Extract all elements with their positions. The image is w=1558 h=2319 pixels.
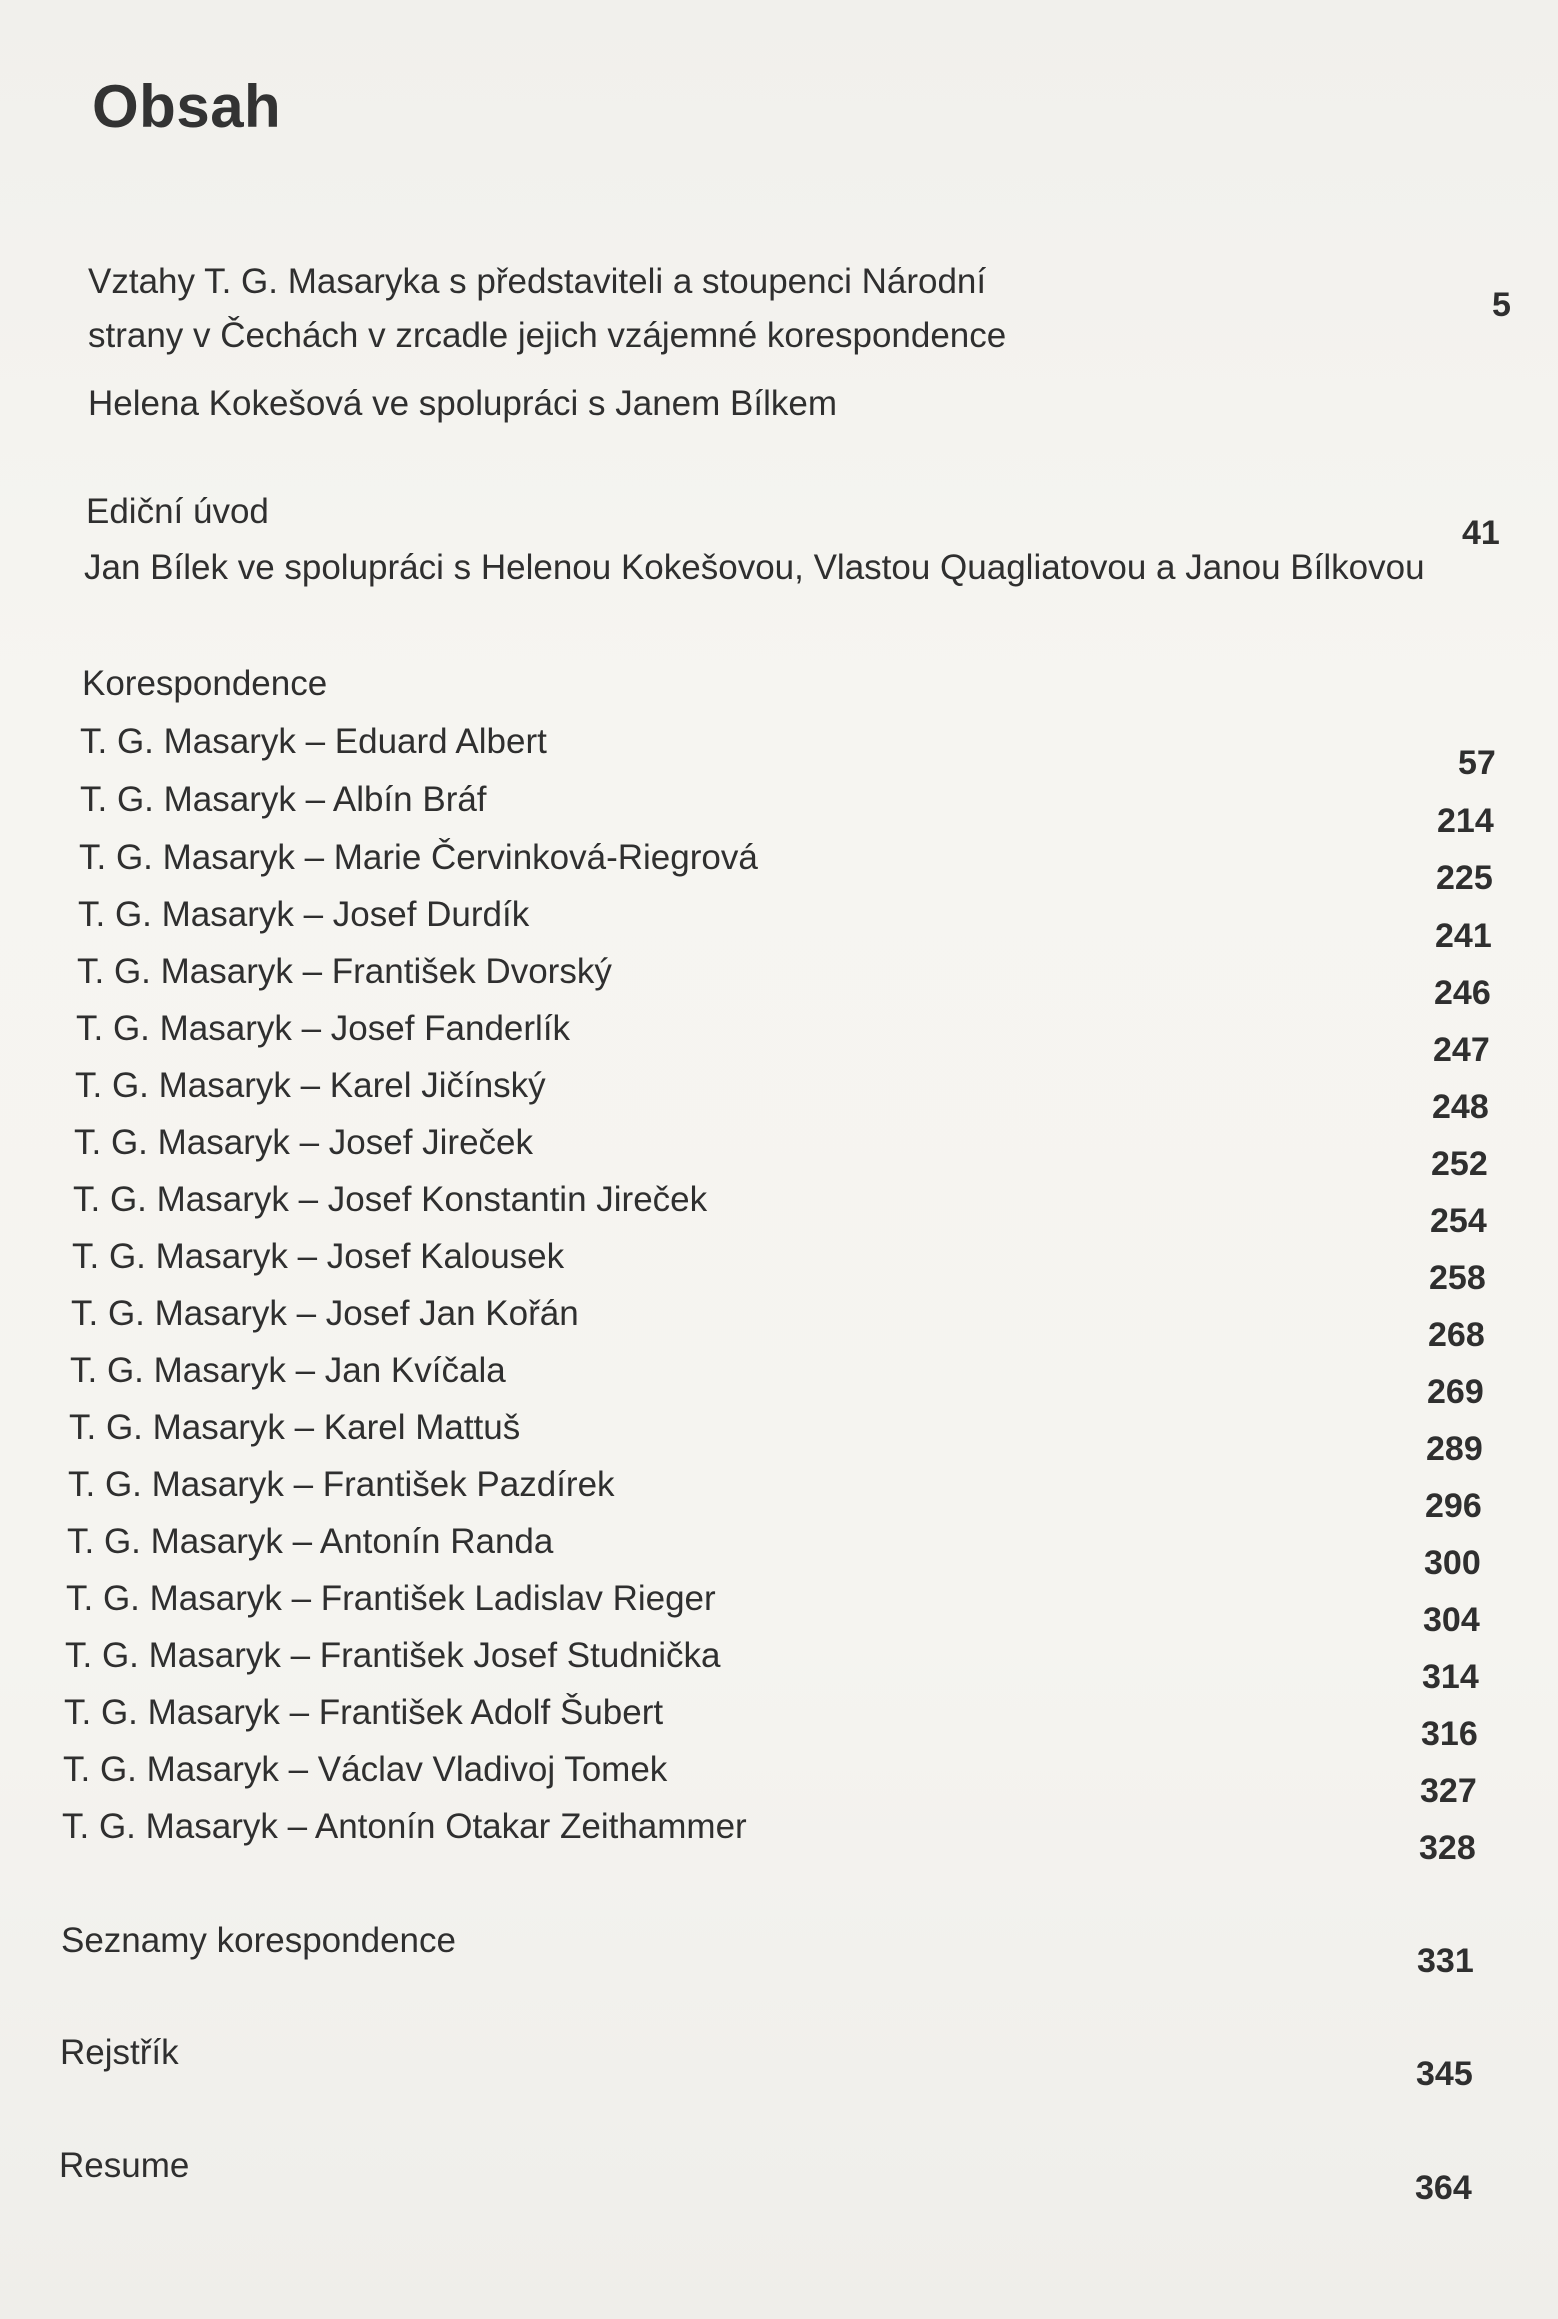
toc-entry: T. G. Masaryk – Josef Kalousek <box>72 1237 565 1276</box>
page-number: 268 <box>1428 1316 1485 1354</box>
page-number: 248 <box>1432 1088 1489 1126</box>
page-number: 254 <box>1430 1202 1487 1240</box>
toc-entry: T. G. Masaryk – František Adolf Šubert <box>64 1693 664 1732</box>
toc-entry: T. G. Masaryk – František Pazdírek <box>68 1465 615 1504</box>
page-number: 258 <box>1429 1259 1486 1297</box>
page-number: 328 <box>1419 1829 1476 1867</box>
toc-entry: T. G. Masaryk – František Dvorský <box>77 952 612 991</box>
page-number: 314 <box>1422 1658 1479 1696</box>
page-number: 247 <box>1433 1031 1490 1069</box>
page-number: 296 <box>1425 1487 1482 1525</box>
toc-entry: T. G. Masaryk – Eduard Albert <box>80 722 547 761</box>
toc-entry: T. G. Masaryk – Albín Bráf <box>80 780 487 819</box>
section-heading: Seznamy korespondence <box>61 1921 456 1960</box>
toc-entry-author: Jan Bílek ve spolupráci s Helenou Kokešovou, Vlastou Quagliatovou a Janou Bílkovou <box>84 548 1425 587</box>
page-number: 289 <box>1426 1430 1483 1468</box>
toc-entry: T. G. Masaryk – Jan Kvíčala <box>70 1351 506 1390</box>
toc-entry: T. G. Masaryk – Václav Vladivoj Tomek <box>63 1750 668 1789</box>
section-heading: Korespondence <box>82 664 328 703</box>
page-number: 252 <box>1431 1145 1488 1183</box>
toc-entry: T. G. Masaryk – Josef Konstantin Jireček <box>73 1180 708 1219</box>
page-number: 41 <box>1462 514 1500 552</box>
page-number: 300 <box>1424 1544 1481 1582</box>
toc-entry-author: Helena Kokešová ve spolupráci s Janem Bílkem <box>88 384 837 423</box>
section-heading: Rejstřík <box>60 2033 179 2072</box>
section-heading: Resume <box>59 2146 190 2185</box>
page-number: 5 <box>1492 286 1511 324</box>
page-number: 327 <box>1420 1772 1477 1810</box>
toc-entry: T. G. Masaryk – František Josef Studnička <box>65 1636 721 1675</box>
page-number: 345 <box>1416 2055 1473 2093</box>
page-number: 269 <box>1427 1373 1484 1411</box>
page-number: 214 <box>1437 802 1494 840</box>
page-number: 316 <box>1421 1715 1478 1753</box>
page-number: 225 <box>1436 859 1493 897</box>
toc-entry: T. G. Masaryk – Antonín Otakar Zeithammer <box>62 1807 747 1846</box>
toc-entry: T. G. Masaryk – Karel Mattuš <box>69 1408 521 1447</box>
page-number: 304 <box>1423 1601 1480 1639</box>
toc-entry: T. G. Masaryk – Josef Jireček <box>74 1123 534 1162</box>
toc-entry-line: strany v Čechách v zrcadle jejich vzájemné korespondence <box>88 316 1007 355</box>
page-number: 364 <box>1415 2169 1472 2207</box>
toc-entry-line: Ediční úvod <box>86 492 269 531</box>
toc-entry-line: Vztahy T. G. Masaryka s představiteli a stoupenci Národní <box>88 262 987 301</box>
page-number: 57 <box>1458 744 1496 782</box>
toc-entry: T. G. Masaryk – Antonín Randa <box>67 1522 554 1561</box>
toc-entry: T. G. Masaryk – Marie Červinková-Riegrová <box>79 838 758 877</box>
toc-entry: T. G. Masaryk – Josef Durdík <box>78 895 530 934</box>
page-number: 241 <box>1435 917 1492 955</box>
page-number: 246 <box>1434 974 1491 1012</box>
page-title: Obsah <box>92 73 282 140</box>
page-number: 331 <box>1417 1942 1474 1980</box>
toc-entry: T. G. Masaryk – Josef Fanderlík <box>76 1009 571 1048</box>
toc-entry: T. G. Masaryk – František Ladislav Rieger <box>66 1579 716 1618</box>
toc-entry: T. G. Masaryk – Josef Jan Kořán <box>71 1294 579 1333</box>
toc-entry: T. G. Masaryk – Karel Jičínský <box>75 1066 546 1105</box>
